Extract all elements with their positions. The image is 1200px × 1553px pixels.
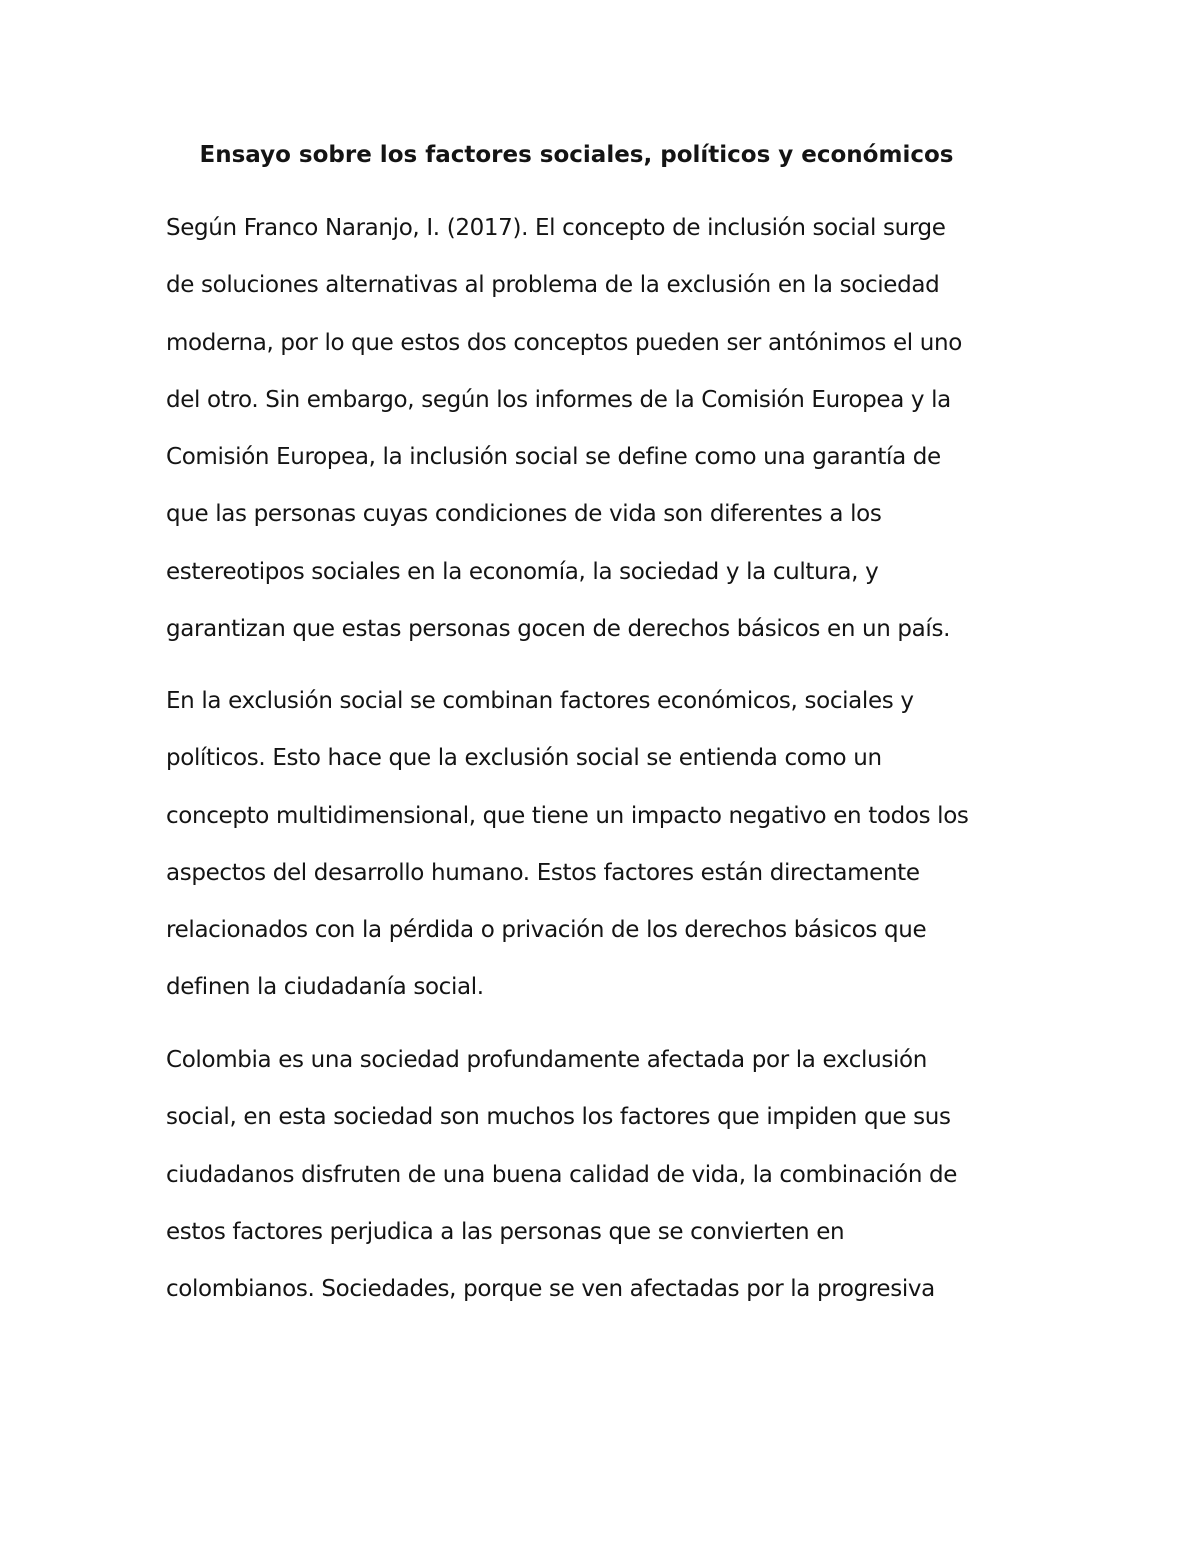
text-line: del otro. Sin embargo, según los informes de la Comisión Europea y la [166,386,951,413]
text-line: políticos. Esto hace que la exclusión social se entienda como un [166,745,882,772]
text-line: En la exclusión social se combinan factores económicos, sociales y [166,688,914,714]
text-line: moderna, por lo que estos dos conceptos pueden ser antónimos el uno [166,329,962,356]
text-line: garantizan que estas personas gocen de derechos básicos en un país. [166,616,951,643]
text-line: aspectos del desarrollo humano. Estos factores están directamente [166,859,920,886]
text-line: relacionados con la pérdida o privación de los derechos básicos que [166,917,927,944]
document-title: Ensayo sobre los factores sociales, políticos y económicos [199,142,954,168]
text-line: concepto multidimensional, que tiene un impacto negativo en todos los [166,802,969,829]
text-line: social, en esta sociedad son muchos los factores que impiden que sus [166,1104,951,1131]
paragraph-3 [166,1043,957,1329]
text-line: de soluciones alternativas al problema de la exclusión en la sociedad [166,272,940,299]
paragraph-2 [166,684,969,1028]
text-line: colombianos. Sociedades, porque se ven afectadas por la progresiva [166,1276,935,1303]
paragraph-1 [166,211,962,669]
text-line: estereotipos sociales en la economía, la sociedad y la cultura, y [166,558,879,585]
text-line: Según Franco Naranjo, I. (2017). El concepto de inclusión social surge [166,215,946,241]
text-line: definen la ciudadanía social. [166,974,484,1001]
text-line: ciudadanos disfruten de una buena calidad de vida, la combinación de [166,1161,958,1188]
text-line: que las personas cuyas condiciones de vida son diferentes a los [166,501,882,528]
text-line: Colombia es una sociedad profundamente afectada por la exclusión [166,1047,927,1073]
text-line: estos factores perjudica a las personas que se convierten en [166,1218,845,1245]
text-line: Comisión Europea, la inclusión social se define como una garantía de [166,444,941,471]
